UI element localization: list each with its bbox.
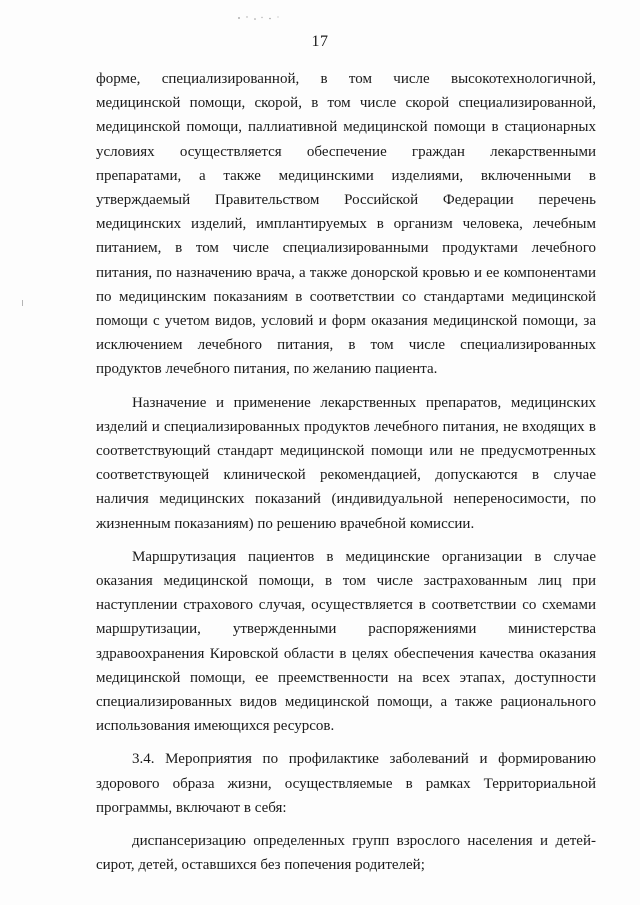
list-item: диспансеризацию определенных групп взрослого населения и детей-сирот, детей, оставшихся без попечения родителей; [96,833,596,874]
paragraph: Назначение и применение лекарственных препаратов, медицинских изделий и специализированных продуктов лечебного питания, не входящих в соответствующий стандарт медицинской помощи или не предусмотренных соответствующей клинической рекомендацией, допускаются в случае наличия медицинских показаний (индивидуальной непереносимости, по жизненным показаниям) по решению врачебной комиссии. [96,394,596,532]
scan-artifact [236,14,286,22]
paragraph: Маршрутизация пациентов в медицинские организации в случае оказания медицинской помощи, в том числе застрахованным лиц при наступлении страхового случая, осуществляется в соответствии со схемами маршрутизации, утвержденными распоряжениями министерства здравоохранения Кировской области в целях обеспечения качества оказания медицинской помощи, ее преемственности на всех этапах, доступности специализированных видов медицинской помощи, а также рационального использования имеющихся ресурсов. [96,548,596,735]
section-paragraph: 3.4. Мероприятия по профилактике заболеваний и формированию здорового образа жизни, осуществляемые в рамках Территориальной программы, включают в себя: [96,751,596,816]
paragraph: форме, специализированной, в том числе высокотехнологичной, медицинской помощи, скорой, в том числе скорой специализированной, медицинской помощи, паллиативной медицинской помощи в стационарных условиях осуществляется обеспечение граждан лекарственными препаратами, а также медицинскими изделиями, включенными в утверждаемый Правительством Российской Федерации перечень медицинских изделий, имплантируемых в организм человека, лечебным питанием, в том числе специализированными продуктами лечебного питания, по назначению врача, а также донорской кровью и ее компонентами по медицинским показаниям в соответствии со стандартами медицинской помощи с учетом видов, условий и форм оказания медицинской помощи, за исключением лечебного питания, в том числе специализированных продуктов лечебного питания, по желанию пациента. [96,71,596,378]
scan-artifact [22,300,23,306]
page-number: 17 [311,33,329,50]
document-body [96,67,596,887]
